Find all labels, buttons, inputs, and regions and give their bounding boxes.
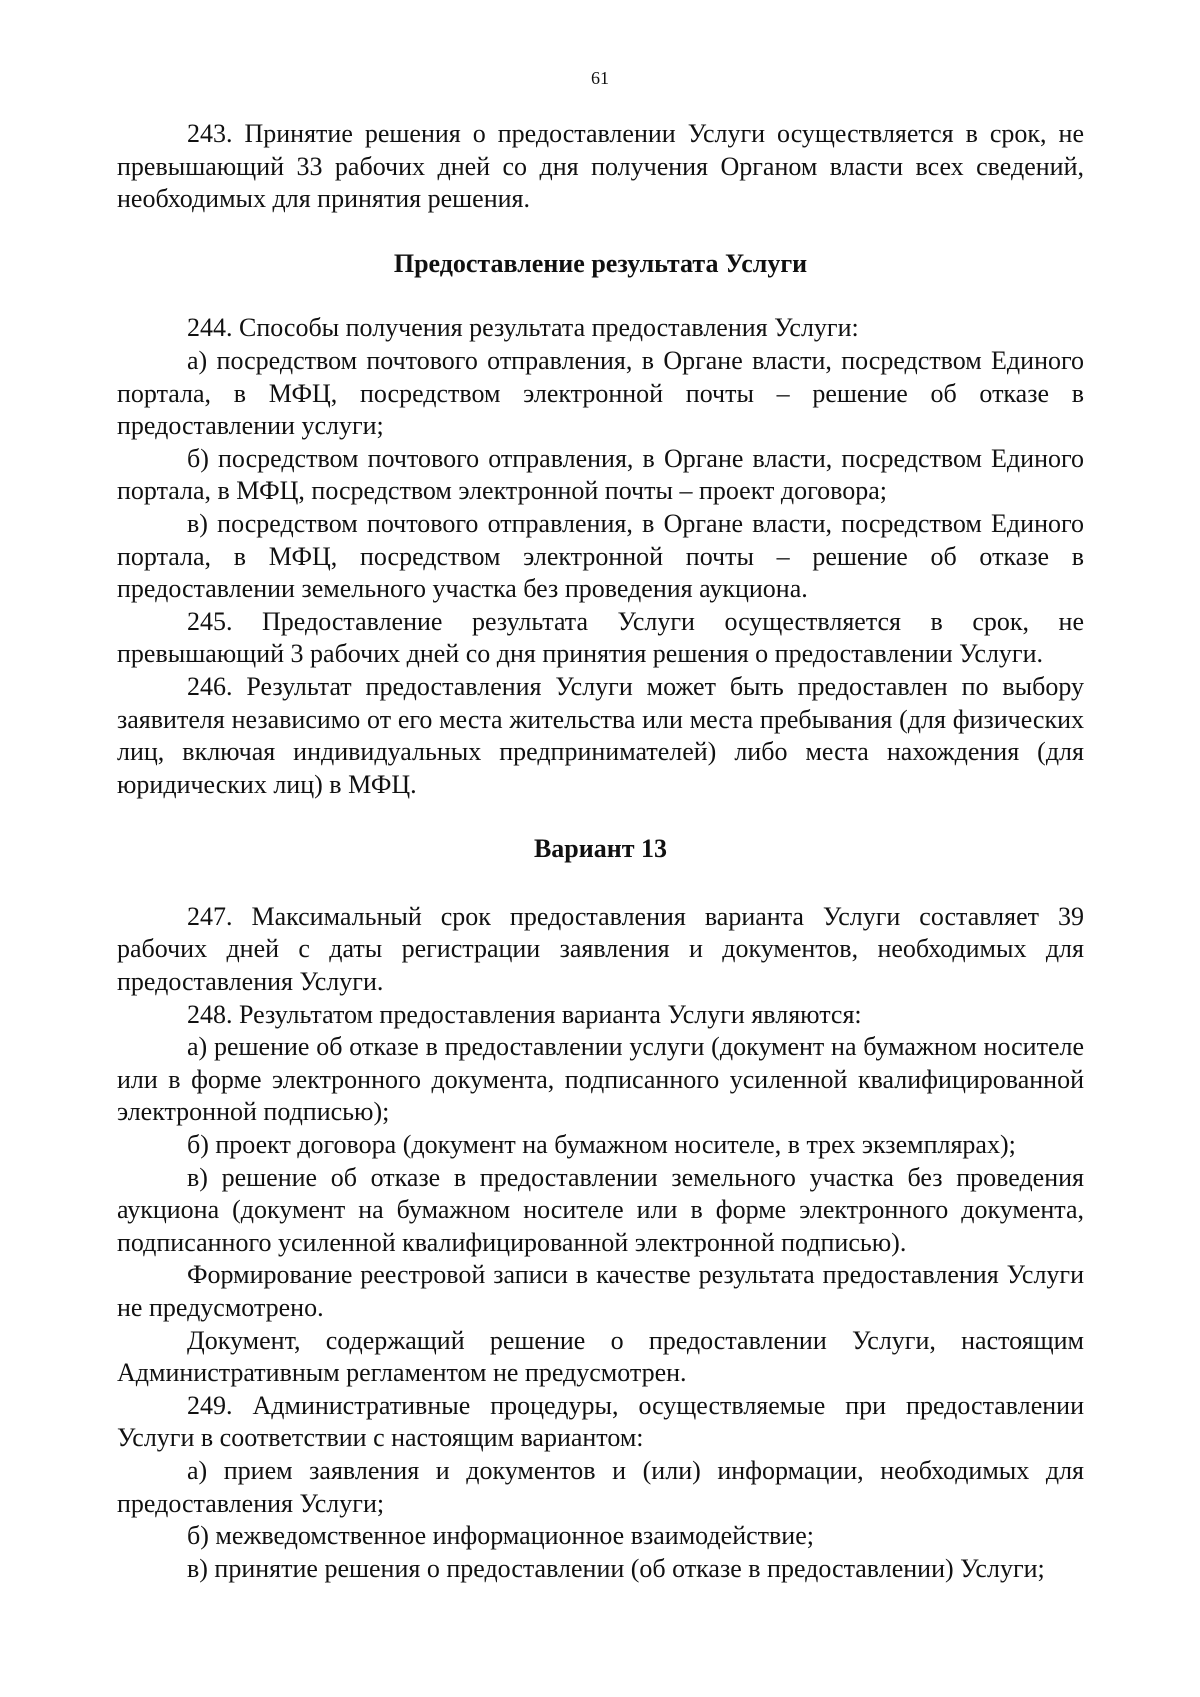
paragraph-246: 246. Результат предоставления Услуги может быть предоставлен по выбору заявителя независимо от его места жительства или места пребывания (для физических лиц, включая индивидуальных предпринимателей) либо места нахождения (для юридических лиц) в МФЦ.	[117, 671, 1084, 799]
paragraph-248: 248. Результатом предоставления варианта Услуги являются:	[187, 999, 862, 1029]
paragraph-249-a: а) прием заявления и документов и (или) информации, необходимых для предоставления Услуги;	[117, 1455, 1084, 1518]
paragraph-244: 244. Способы получения результата предоставления Услуги:	[187, 313, 859, 343]
paragraph-registry-record: Формирование реестровой записи в качестве результата предоставления Услуги не предусмотрено.	[117, 1260, 1084, 1322]
paragraph-244-a: а) посредством почтового отправления, в Органе власти, посредством Единого портала, в МФЦ, посредством электронной почты – решение об отказе в предоставлении услуги;	[117, 345, 1084, 441]
paragraph-249-b: б) межведомственное информационное взаимодействие;	[187, 1521, 814, 1551]
paragraph-248-b: б) проект договора (документ на бумажном носителе, в трех экземплярах);	[187, 1130, 1016, 1160]
section-heading-variant-13: Вариант 13	[533, 834, 668, 864]
page-number: 61	[591, 68, 609, 88]
paragraph-247: 247. Максимальный срок предоставления варианта Услуги составляет 39 рабочих дней с даты регистрации заявления и документов, необходимых для предоставления Услуги.	[117, 901, 1084, 997]
section-heading-result: Предоставление результата Услуги	[393, 248, 808, 278]
paragraph-decision-document: Документ, содержащий решение о предоставлении Услуги, настоящим Административным регламентом не предусмотрен.	[117, 1325, 1084, 1388]
paragraph-244-b: б) посредством почтового отправления, в Органе власти, посредством Единого портала, в МФЦ, посредством электронной почты – проект договора;	[117, 443, 1084, 506]
paragraph-248-v: в) решение об отказе в предоставлении земельного участка без проведения аукциона (документ на бумажном носителе или в форме электронного документа, подписанного усиленной квалифицированной электронной подписью).	[117, 1162, 1084, 1257]
paragraph-248-a: а) решение об отказе в предоставлении услуги (документ на бумажном носителе или в форме электронного документа, подписанного усиленной квалифицированной электронной подписью);	[117, 1032, 1084, 1127]
paragraph-249: 249. Административные процедуры, осуществляемые при предоставлении Услуги в соответствии с настоящим вариантом:	[117, 1390, 1084, 1453]
paragraph-245: 245. Предоставление результата Услуги осуществляется в срок, не превышающий 3 рабочих дней со дня принятия решения о предоставлении Услуги.	[117, 606, 1084, 669]
paragraph-249-v: в) принятие решения о предоставлении (об отказе в предоставлении) Услуги;	[187, 1553, 1045, 1583]
paragraph-243: 243. Принятие решения о предоставлении Услуги осуществляется в срок, не превышающий 33 рабочих дней со дня получения Органом власти всех сведений, необходимых для принятия решения.	[117, 119, 1084, 214]
document-body	[117, 118, 1084, 1585]
paragraph-244-v: в) посредством почтового отправления, в Органе власти, посредством Единого портала, в МФЦ, посредством электронной почты – решение об отказе в предоставлении земельного участка без проведения аукциона.	[117, 508, 1084, 604]
